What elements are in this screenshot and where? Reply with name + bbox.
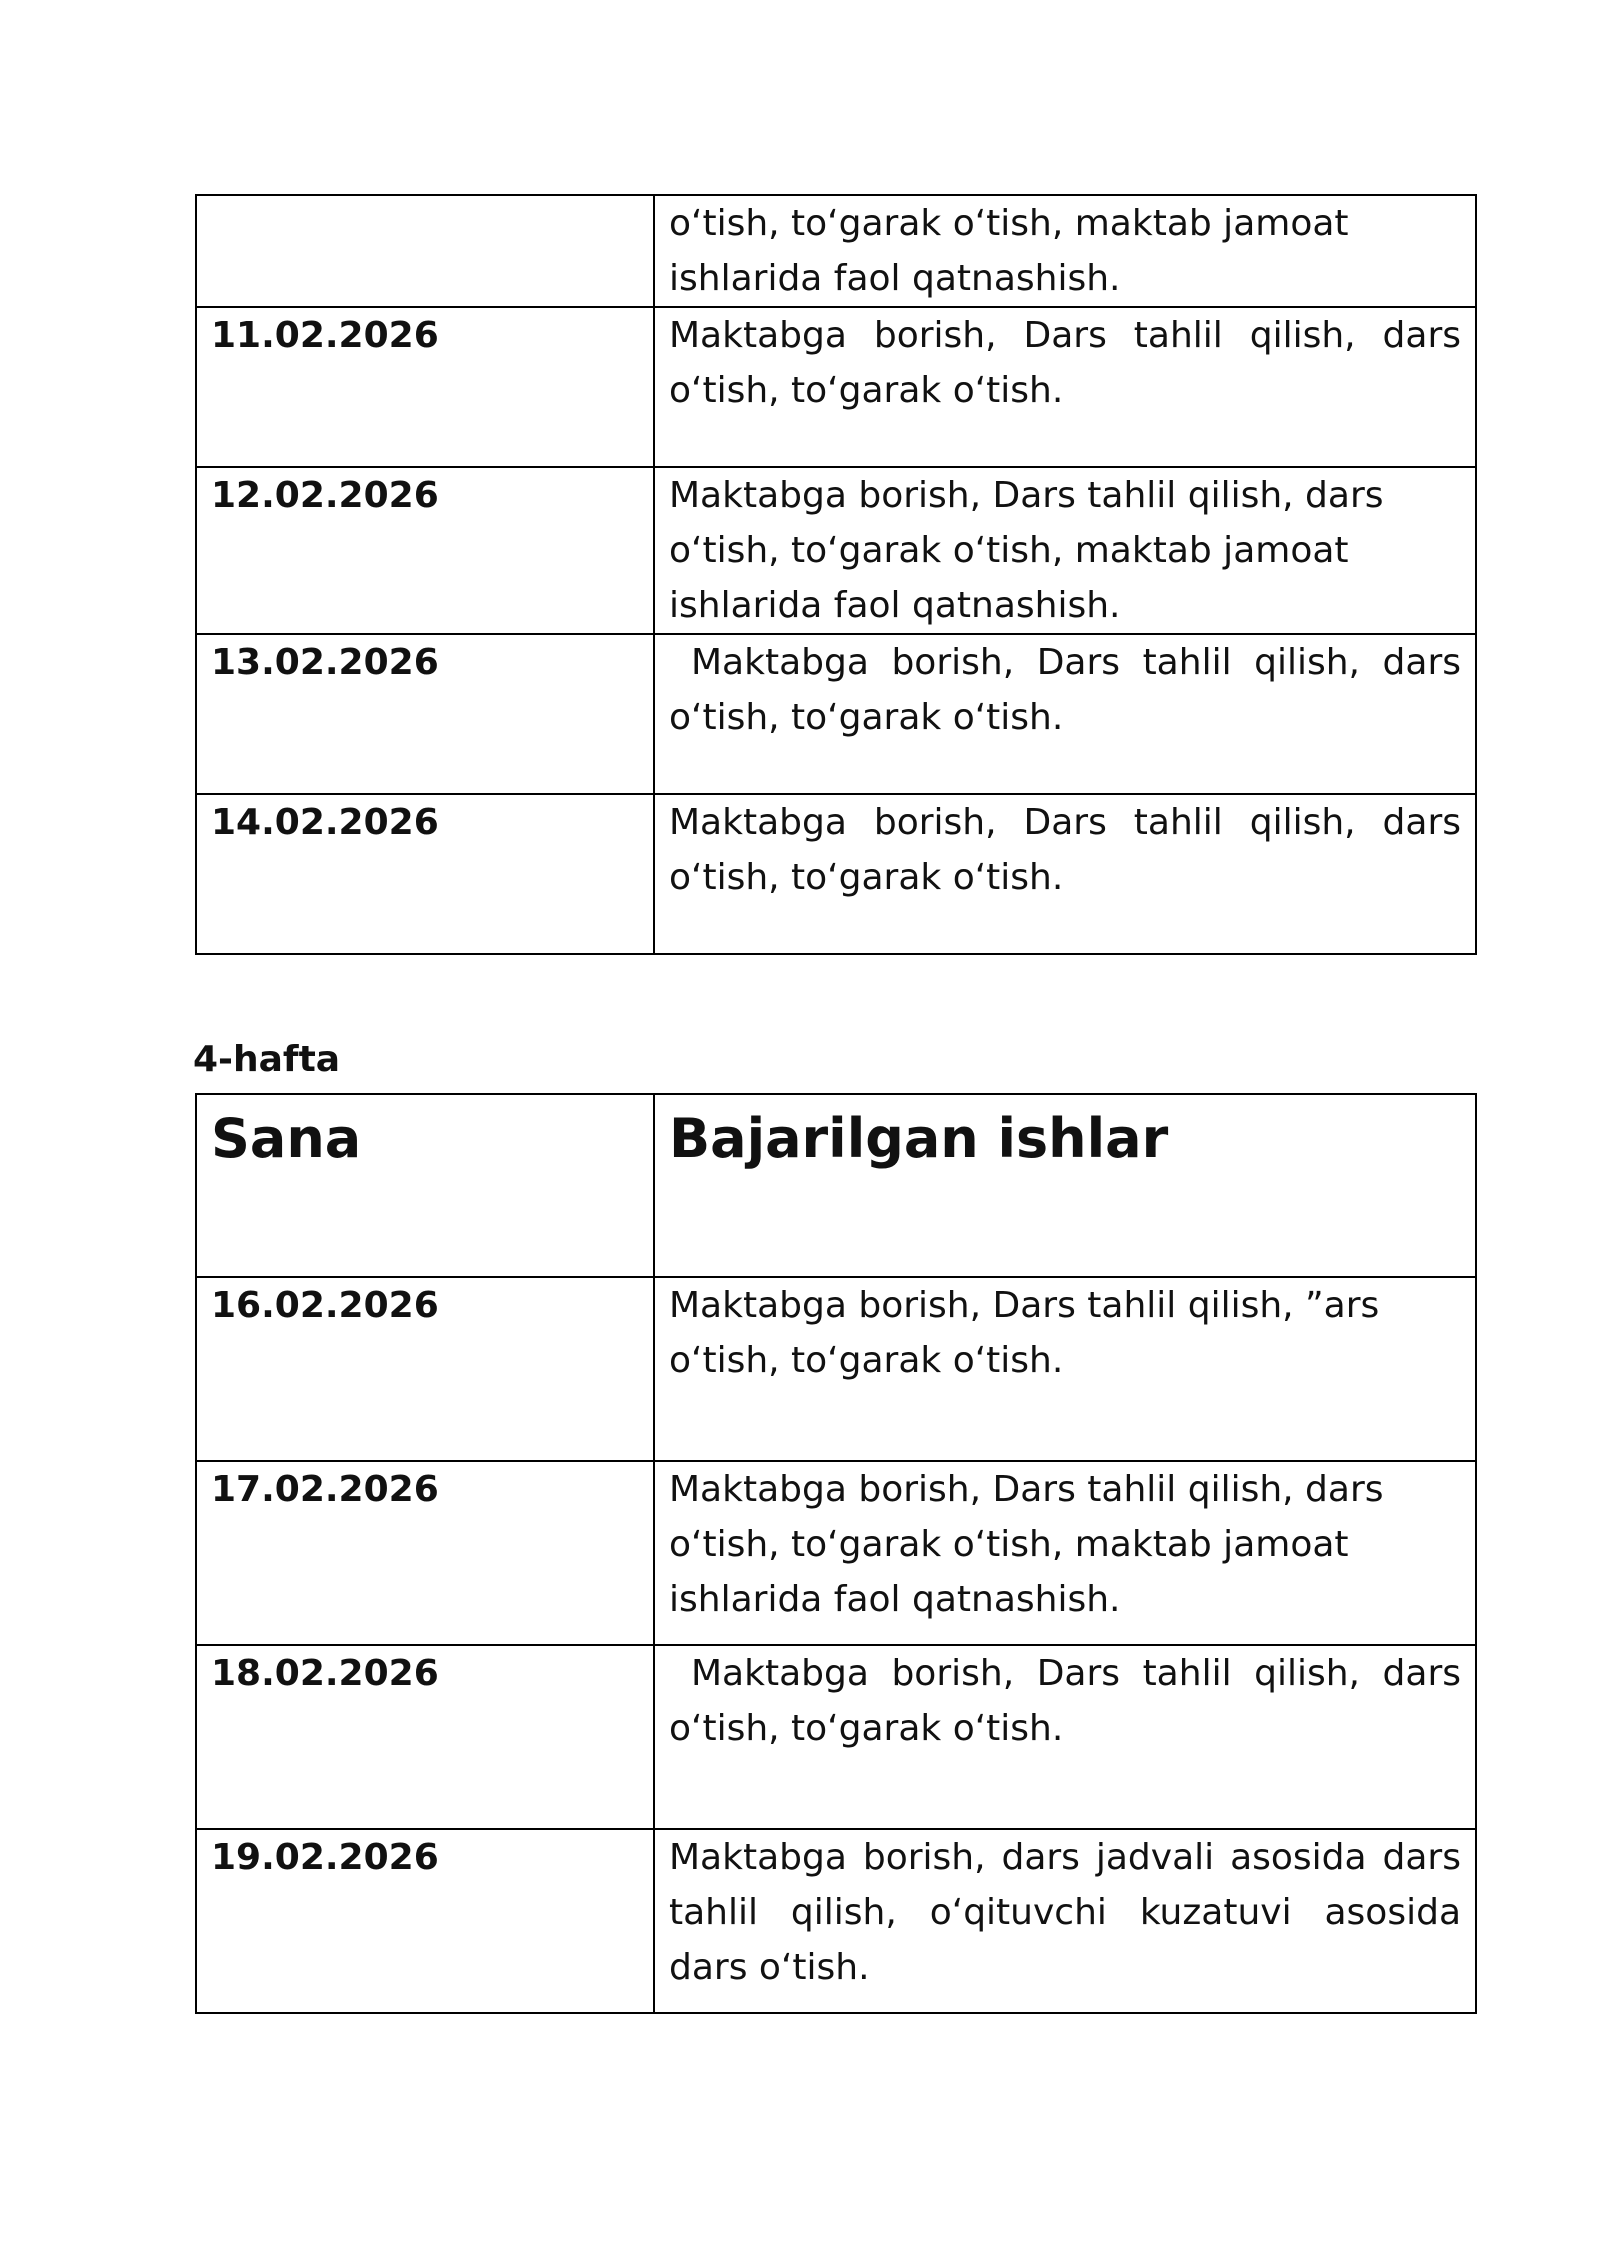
work-cell: o‘tish, to‘garak o‘tish, maktab jamoat ishlarida faol qatnashish. — [654, 195, 1476, 307]
date-cell: 18.02.2026 — [196, 1645, 654, 1829]
table-header-row — [196, 1094, 1476, 1277]
table-row — [196, 307, 1476, 467]
date-cell: 12.02.2026 — [196, 467, 654, 634]
work-cell: Maktabga borish, Dars tahlil qilish, dars o‘tish, to‘garak o‘tish. — [654, 307, 1476, 467]
table-row — [196, 1645, 1476, 1829]
table-row — [196, 195, 1476, 307]
date-cell: 16.02.2026 — [196, 1277, 654, 1461]
table-row — [196, 794, 1476, 954]
date-cell: 11.02.2026 — [196, 307, 654, 467]
table-row — [196, 1461, 1476, 1645]
date-cell: 14.02.2026 — [196, 794, 654, 954]
work-cell: Maktabga borish, Dars tahlil qilish, dars o‘tish, to‘garak o‘tish, maktab jamoat ishlarida faol qatnashish. — [654, 467, 1476, 634]
work-cell: Maktabga borish, dars jadvali asosida dars tahlil qilish, o‘qituvchi kuzatuvi asosida dars o‘tish. — [654, 1829, 1476, 2013]
work-cell: Maktabga borish, Dars tahlil qilish, dars o‘tish, to‘garak o‘tish. — [654, 634, 1476, 794]
table-row — [196, 1277, 1476, 1461]
table-row — [196, 1829, 1476, 2013]
work-cell: Maktabga borish, Dars tahlil qilish, dars o‘tish, to‘garak o‘tish. — [654, 1645, 1476, 1829]
date-cell — [196, 195, 654, 307]
date-cell: 17.02.2026 — [196, 1461, 654, 1645]
week4-table — [195, 1093, 1477, 2014]
work-cell: Maktabga borish, Dars tahlil qilish, dars o‘tish, to‘garak o‘tish. — [654, 794, 1476, 954]
week3-table — [195, 194, 1477, 955]
table-row — [196, 634, 1476, 794]
table-row — [196, 467, 1476, 634]
work-cell: Maktabga borish, Dars tahlil qilish, dars o‘tish, to‘garak o‘tish, maktab jamoat ishlarida faol qatnashish. — [654, 1461, 1476, 1645]
work-cell: Maktabga borish, Dars tahlil qilish, ”ars o‘tish, to‘garak o‘tish. — [654, 1277, 1476, 1461]
column-header-work: Bajarilgan ishlar — [654, 1094, 1476, 1277]
section-title-week4: 4-hafta — [193, 1039, 341, 1080]
date-cell: 19.02.2026 — [196, 1829, 654, 2013]
date-cell: 13.02.2026 — [196, 634, 654, 794]
column-header-date: Sana — [196, 1094, 654, 1277]
